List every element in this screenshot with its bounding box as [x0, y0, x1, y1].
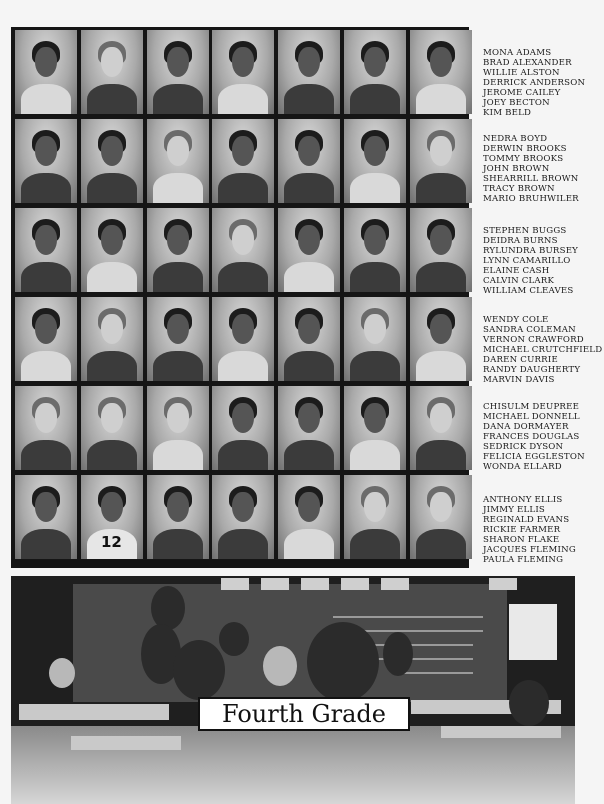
portrait-body	[21, 173, 71, 203]
portrait-face	[35, 225, 57, 255]
portrait-face	[364, 47, 386, 77]
student-portrait	[410, 386, 472, 470]
portrait-body	[218, 529, 268, 559]
student-name: NEDRA BOYD	[483, 134, 548, 144]
portrait-body	[284, 351, 334, 381]
student-portrait	[410, 297, 472, 381]
portrait-body	[350, 440, 400, 470]
desk	[71, 736, 181, 750]
portrait-body	[87, 440, 137, 470]
portrait-face	[364, 403, 386, 433]
student-portrait	[278, 297, 340, 381]
student-portrait	[278, 208, 340, 292]
wall-picture	[221, 578, 249, 590]
student-portrait	[81, 30, 143, 114]
student-name: JACQUES FLEMING	[483, 545, 576, 555]
student-portrait	[344, 208, 406, 292]
student-portrait	[344, 386, 406, 470]
student-name: TOMMY BROOKS	[483, 154, 564, 164]
portrait-face	[35, 403, 57, 433]
student-figure	[307, 622, 379, 702]
portrait-face	[232, 492, 254, 522]
name-group	[483, 495, 604, 565]
portrait-body	[21, 84, 71, 114]
student-portrait	[410, 475, 472, 559]
wall-picture	[381, 578, 409, 590]
student-figure	[509, 680, 549, 726]
portrait-face	[232, 314, 254, 344]
name-group	[483, 315, 604, 385]
portrait-body	[87, 84, 137, 114]
chalkboard	[73, 584, 507, 702]
portrait-row	[15, 475, 467, 560]
student-portrait	[147, 119, 209, 203]
student-portrait	[147, 386, 209, 470]
portrait-face	[364, 492, 386, 522]
portrait-body	[284, 173, 334, 203]
portrait-face	[101, 47, 123, 77]
portrait-body	[416, 84, 466, 114]
portrait-face	[430, 225, 452, 255]
student-name: STEPHEN BUGGS	[483, 226, 567, 236]
portrait-row	[15, 30, 467, 115]
student-name: REGINALD EVANS	[483, 515, 570, 525]
student-name: WENDY COLE	[483, 315, 549, 325]
portrait-row	[15, 297, 467, 382]
name-group	[483, 134, 604, 204]
portrait-face	[101, 136, 123, 166]
student-name: DANA DORMAYER	[483, 422, 569, 432]
student-name: RYLUNDRA BURSEY	[483, 246, 579, 256]
desk	[441, 726, 561, 738]
student-portrait	[15, 119, 77, 203]
student-name: MICHAEL DONNELL	[483, 412, 580, 422]
student-portrait	[15, 208, 77, 292]
student-name: MONA ADAMS	[483, 48, 552, 58]
name-group	[483, 402, 604, 472]
portrait-body	[21, 529, 71, 559]
student-portrait	[212, 297, 274, 381]
portrait-body	[284, 529, 334, 559]
student-name: SEDRICK DYSON	[483, 442, 564, 452]
portrait-body	[153, 84, 203, 114]
portrait-face	[167, 225, 189, 255]
portrait-face	[232, 225, 254, 255]
student-name: DERRICK ANDERSON	[483, 78, 586, 88]
student-name: FELICIA EGGLESTON	[483, 452, 585, 462]
portrait-face	[167, 403, 189, 433]
portrait-body	[416, 440, 466, 470]
portrait-face	[167, 492, 189, 522]
portrait-body	[218, 440, 268, 470]
portrait-face	[101, 403, 123, 433]
student-name: SANDRA COLEMAN	[483, 325, 576, 335]
student-portrait	[344, 475, 406, 559]
student-portrait	[344, 297, 406, 381]
student-name: DEIDRA BURNS	[483, 236, 558, 246]
student-name: CHISULM DEUPREE	[483, 402, 580, 412]
portrait-face	[298, 225, 320, 255]
portrait-body	[153, 529, 203, 559]
portrait-face	[232, 403, 254, 433]
student-name: WILLIE ALSTON	[483, 68, 560, 78]
portrait-face	[101, 225, 123, 255]
desk	[19, 704, 169, 720]
student-portrait	[344, 119, 406, 203]
student-portrait	[81, 386, 143, 470]
student-name: DERWIN BROOKS	[483, 144, 567, 154]
student-name: DAREN CURRIE	[483, 355, 558, 365]
portrait-face	[430, 492, 452, 522]
portrait-body	[153, 351, 203, 381]
wall-picture	[489, 578, 517, 590]
wall-picture	[261, 578, 289, 590]
student-figure	[219, 622, 249, 656]
student-name: ELAINE CASH	[483, 266, 550, 276]
portrait-face	[298, 403, 320, 433]
classroom-window	[509, 604, 557, 660]
portrait-face	[364, 136, 386, 166]
student-name: JEROME CAILEY	[483, 88, 561, 98]
student-portrait	[147, 297, 209, 381]
student-figure	[383, 632, 413, 676]
portrait-body	[350, 262, 400, 292]
portrait-body	[153, 173, 203, 203]
portrait-face	[167, 136, 189, 166]
portrait-face	[298, 314, 320, 344]
portrait-body	[21, 351, 71, 381]
student-figure	[173, 640, 225, 700]
student-portrait	[410, 119, 472, 203]
portrait-body	[87, 262, 137, 292]
student-name: FRANCES DOUGLAS	[483, 432, 580, 442]
wall-picture	[301, 578, 329, 590]
portrait-body	[416, 351, 466, 381]
student-name: JOEY BECTON	[483, 98, 550, 108]
student-portrait	[278, 30, 340, 114]
portrait-face	[232, 136, 254, 166]
portrait-body	[153, 262, 203, 292]
portrait-body	[284, 84, 334, 114]
student-portrait	[212, 30, 274, 114]
portrait-body	[416, 262, 466, 292]
student-portrait	[410, 208, 472, 292]
student-portrait	[81, 119, 143, 203]
student-portrait	[81, 208, 143, 292]
portrait-body	[87, 351, 137, 381]
student-portrait	[15, 30, 77, 114]
student-portrait	[278, 386, 340, 470]
portrait-body	[350, 529, 400, 559]
student-name: JOHN BROWN	[483, 164, 550, 174]
student-portrait	[212, 208, 274, 292]
student-portrait	[147, 475, 209, 559]
portrait-face	[430, 136, 452, 166]
jersey-number: 12	[101, 533, 122, 551]
grade-caption: Fourth Grade	[198, 697, 410, 731]
name-group	[483, 48, 604, 118]
student-name: RICKIE FARMER	[483, 525, 561, 535]
student-name: VERNON CRAWFORD	[483, 335, 584, 345]
portrait-body	[218, 173, 268, 203]
student-figure	[49, 658, 75, 688]
student-portrait	[212, 386, 274, 470]
student-portrait	[15, 297, 77, 381]
student-name: TRACY BROWN	[483, 184, 555, 194]
student-name: SHEARRILL BROWN	[483, 174, 579, 184]
student-name: RANDY DAUGHERTY	[483, 365, 581, 375]
student-name: CALVIN CLARK	[483, 276, 555, 286]
portrait-row	[15, 208, 467, 293]
portrait-grid	[11, 27, 469, 568]
portrait-body	[284, 262, 334, 292]
student-portrait	[147, 208, 209, 292]
student-name: KIM BELD	[483, 108, 532, 118]
student-name: ANTHONY ELLIS	[483, 495, 563, 505]
portrait-body	[416, 173, 466, 203]
portrait-face	[430, 403, 452, 433]
portrait-face	[35, 136, 57, 166]
portrait-face	[430, 47, 452, 77]
student-name: MICHAEL CRUTCHFIELD	[483, 345, 603, 355]
portrait-face	[430, 314, 452, 344]
student-portrait	[147, 30, 209, 114]
portrait-face	[35, 314, 57, 344]
portrait-body	[21, 440, 71, 470]
student-figure	[263, 646, 297, 686]
student-name: WONDA ELLARD	[483, 462, 562, 472]
portrait-face	[167, 314, 189, 344]
portrait-row	[15, 386, 467, 471]
portrait-face	[101, 314, 123, 344]
portrait-body	[284, 440, 334, 470]
student-portrait	[344, 30, 406, 114]
portrait-face	[167, 47, 189, 77]
student-portrait	[212, 475, 274, 559]
portrait-face	[101, 492, 123, 522]
name-group	[483, 226, 604, 296]
student-portrait	[212, 119, 274, 203]
student-name: JIMMY ELLIS	[483, 505, 546, 515]
wall-picture	[341, 578, 369, 590]
student-portrait	[278, 119, 340, 203]
student-name: MARVIN DAVIS	[483, 375, 555, 385]
portrait-face	[35, 47, 57, 77]
portrait-face	[298, 136, 320, 166]
portrait-face	[232, 47, 254, 77]
student-portrait	[278, 475, 340, 559]
student-name: PAULA FLEMING	[483, 555, 564, 565]
portrait-body	[153, 440, 203, 470]
student-portrait	[410, 30, 472, 114]
portrait-body	[350, 84, 400, 114]
portrait-face	[35, 492, 57, 522]
student-name: BRAD ALEXANDER	[483, 58, 572, 68]
student-portrait	[81, 297, 143, 381]
portrait-body	[350, 173, 400, 203]
student-name: WILLIAM CLEAVES	[483, 286, 574, 296]
student-name: MARIO BRUHWILER	[483, 194, 579, 204]
portrait-body	[218, 262, 268, 292]
student-figure	[151, 586, 185, 630]
portrait-body	[350, 351, 400, 381]
portrait-face	[364, 314, 386, 344]
portrait-body	[416, 529, 466, 559]
portrait-face	[298, 47, 320, 77]
student-portrait	[81, 475, 143, 559]
portrait-body	[218, 351, 268, 381]
portrait-face	[298, 492, 320, 522]
student-portrait	[15, 475, 77, 559]
student-portrait	[15, 386, 77, 470]
classroom-photo	[11, 576, 575, 804]
portrait-body	[87, 173, 137, 203]
portrait-body	[218, 84, 268, 114]
portrait-row	[15, 119, 467, 204]
portrait-face	[364, 225, 386, 255]
student-name: SHARON FLAKE	[483, 535, 560, 545]
student-name: LYNN CAMARILLO	[483, 256, 571, 266]
portrait-body	[21, 262, 71, 292]
